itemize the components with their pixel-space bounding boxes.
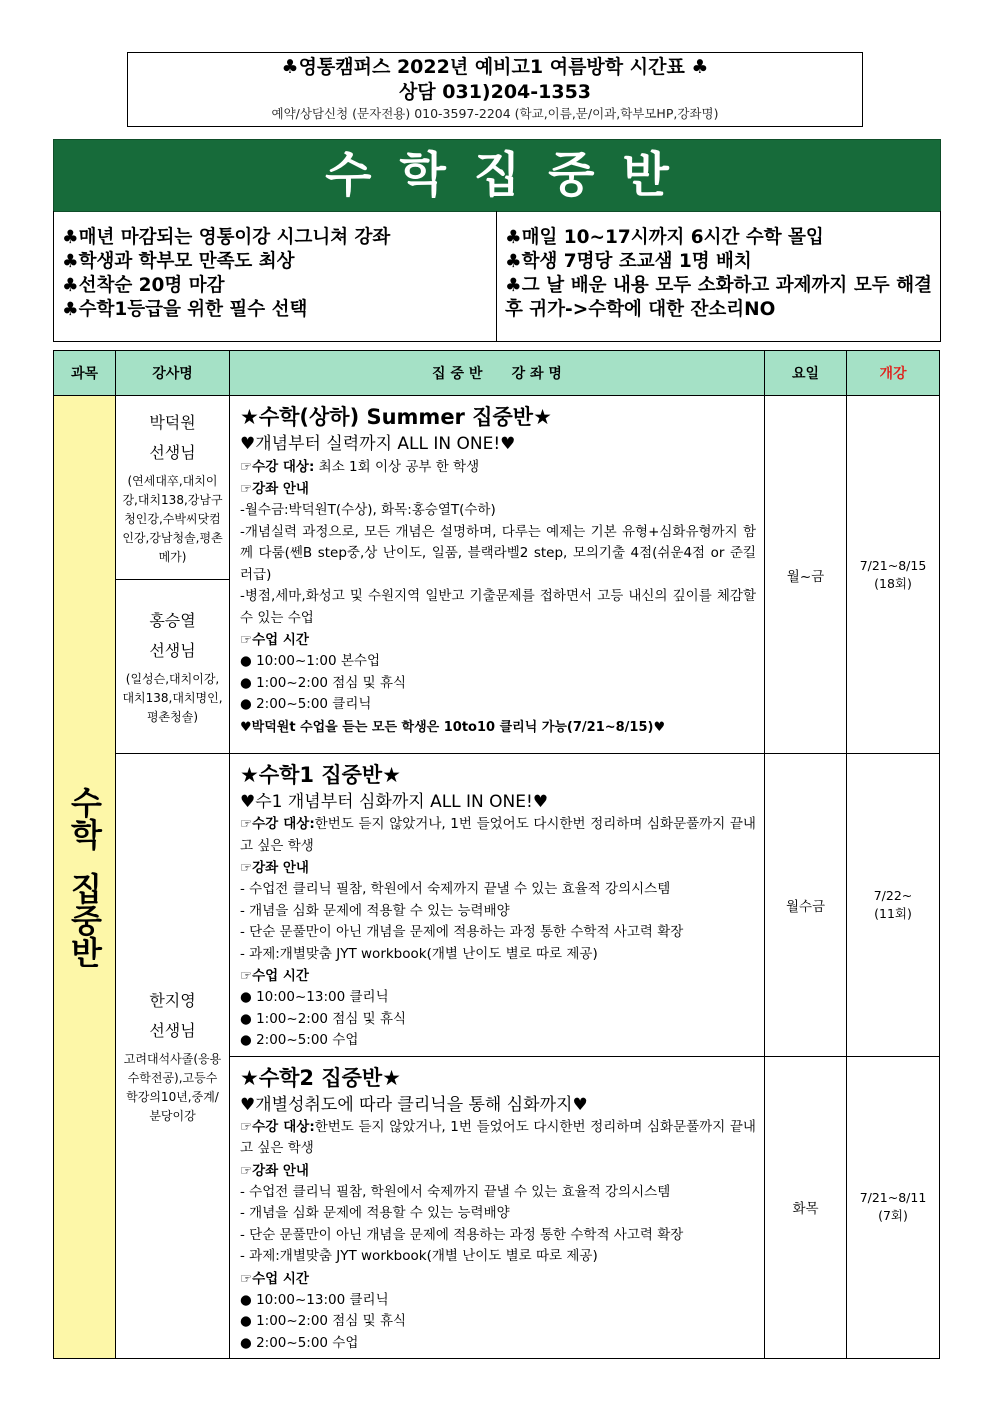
course-info-item: - 수업전 클리닉 필참, 학원에서 숙제까지 끝낼 수 있는 효율적 강의시스템 — [240, 1183, 671, 1200]
teacher-cell — [116, 396, 230, 580]
features-right — [497, 211, 940, 341]
course-time-item: ● 2:00~5:00 수업 — [240, 1032, 359, 1048]
course-slogan: ♥수1 개념부터 심화까지 ALL IN ONE!♥ — [240, 792, 549, 812]
course-info-item: - 과제:개별맞춤 JYT workbook(개별 난이도 별로 따로 제공) — [240, 1248, 598, 1264]
course-title: ★수학(상하) Summer 집중반★ — [240, 405, 552, 429]
open-count: (11회) — [874, 905, 912, 921]
subject-label-top: 수학 — [65, 786, 104, 850]
teacher-cell — [116, 754, 230, 1359]
course-note: ♥박덕원t 수업을 듣는 모든 학생은 10to10 클리닉 가능(7/21~8/15)♥ — [240, 719, 666, 735]
open-cell — [847, 1056, 940, 1359]
teacher-title: 선생님 — [149, 1021, 196, 1040]
course-slogan: ♥개별성취도에 따라 클리닉을 통해 심화까지♥ — [240, 1094, 588, 1115]
feature-item: ♣매년 마감되는 영통이강 시그니쳐 강좌 — [62, 227, 391, 248]
course-info-item: - 단순 문풀만이 아닌 개념을 문제에 적용하는 과정 통한 수학적 사고력 확장 — [240, 924, 684, 940]
course-info-item: -병점,세마,화성고 및 수원지역 일반고 기출문제를 접하면서 고등 내신의 깊이를 체감할 수 있는 수업 — [240, 588, 756, 626]
days-cell: 화목 — [765, 1056, 847, 1359]
target-text: 최소 1회 이상 공부 한 학생 — [314, 459, 480, 475]
feature-item: ♣선착순 20명 마감 — [62, 275, 225, 296]
course-time-label: ☞수업 시간 — [240, 1270, 309, 1287]
course-title: ★수학2 집중반★ — [240, 1065, 402, 1090]
teacher-cell — [116, 580, 230, 754]
feature-item: ♣학생 7명당 조교샘 1명 배치 — [505, 251, 752, 272]
open-count: (18회) — [874, 575, 912, 591]
open-date: 7/22~ — [873, 887, 913, 903]
course-title: ★수학1 집중반★ — [240, 763, 402, 787]
course-time-label: ☞수업 시간 — [240, 632, 309, 648]
open-cell — [847, 396, 940, 754]
open-cell — [847, 754, 940, 1057]
course-info-item: - 단순 문풀만이 아닌 개념을 문제에 적용하는 과정 통한 수학적 사고력 확장 — [240, 1226, 684, 1243]
course-target — [240, 456, 756, 478]
course-cell — [230, 754, 765, 1057]
teacher-credentials: (연세대卒,대치이강,대치138,강남구청인강,수박씨닷컴인강,강남청솔,평촌메가) — [122, 474, 223, 564]
teacher-title: 선생님 — [149, 641, 196, 660]
target-label: ☞수강 대상: — [240, 1118, 315, 1135]
schedule-table — [53, 350, 940, 1359]
target-label: ☞수강 대상: — [240, 816, 315, 832]
course-time-item: ● 2:00~5:00 수업 — [240, 1334, 359, 1351]
days-cell: 월~금 — [765, 396, 847, 754]
table-header-row — [54, 351, 940, 396]
header-days: 요일 — [765, 351, 847, 396]
course-time-item: ● 2:00~5:00 클리닉 — [240, 696, 372, 712]
header-box — [127, 52, 863, 127]
course-time-item: ● 10:00~1:00 본수업 — [240, 653, 381, 669]
course-time-item: ● 1:00~2:00 점심 및 휴식 — [240, 1313, 407, 1329]
course-time-label: ☞수업 시간 — [240, 968, 309, 984]
teacher-title: 선생님 — [149, 443, 196, 462]
course-target — [240, 1117, 756, 1160]
teacher-credentials: 고려대석사졸(응용수학전공),고등수학강의10년,중계/분당이강 — [123, 1052, 222, 1123]
course-time-item: ● 1:00~2:00 점심 및 휴식 — [240, 1010, 407, 1027]
teacher-name: 한지영 — [149, 991, 196, 1010]
feature-item: ♣그 날 배운 내용 모두 소화하고 과제까지 모두 해결 후 귀가->수학에 대한 잔소리NO — [505, 275, 932, 320]
course-info-item: - 개념을 심화 문제에 적용할 수 있는 능력배양 — [240, 902, 510, 919]
course-cell — [230, 1056, 765, 1359]
feature-item: ♣수학1등급을 위한 필수 선택 — [62, 299, 308, 320]
course-info-item: -개념실력 과정으로, 모든 개념은 설명하며, 다루는 예제는 기본 유형+심화유형까지 함께 다룸(쎈B step중,상 난이도, 일품, 블랙라벨2 step, 모의기출 4점(쉬운4점 or 준킬러급) — [240, 523, 756, 583]
header-note: 예약/상담신청 (문자전용) 010-3597-2204 (학교,이름,문/이과,학부모HP,강좌명) — [271, 106, 719, 121]
teacher-credentials: (일성슨,대치이강,대치138,대치명인,평촌청솔) — [122, 672, 223, 724]
header-teacher: 강사명 — [116, 351, 230, 396]
header-title: ♣영통캠퍼스 2022년 예비고1 여름방학 시간표 ♣ — [281, 56, 709, 78]
course-slogan: ♥개념부터 실력까지 ALL IN ONE!♥ — [240, 434, 516, 454]
feature-item: ♣매일 10~17시까지 6시간 수학 몰입 — [505, 227, 824, 248]
teacher-name: 홍승열 — [149, 611, 196, 630]
subject-label-bottom: 집중반 — [65, 872, 104, 968]
features-left — [54, 211, 497, 341]
table-row — [54, 396, 940, 580]
subject-cell — [54, 396, 116, 1359]
target-text: 한번도 듣지 않았거나, 1번 들었어도 다시한번 정리하며 심화문풀까지 끝내고 싶은 학생 — [240, 1118, 756, 1156]
header-course: 집 중 반 강 좌 명 — [230, 351, 765, 396]
course-cell — [230, 396, 765, 754]
course-time-item: ● 10:00~13:00 클리닉 — [240, 1291, 389, 1308]
days-cell: 월수금 — [765, 754, 847, 1057]
course-info-label: ☞강좌 안내 — [240, 860, 309, 876]
feature-item: ♣학생과 학부모 만족도 최상 — [62, 251, 295, 272]
open-date: 7/21~8/11 — [859, 1190, 927, 1206]
features-box — [53, 211, 941, 342]
course-info-label: ☞강좌 안내 — [240, 481, 309, 497]
teacher-name: 박덕원 — [149, 413, 196, 432]
header-phone: 상담 031)204-1353 — [398, 81, 592, 103]
open-count: (7회) — [878, 1208, 908, 1224]
header-subject: 과목 — [54, 351, 116, 396]
course-info-label: ☞강좌 안내 — [240, 1162, 309, 1179]
course-info-item: - 개념을 심화 문제에 적용할 수 있는 능력배양 — [240, 1205, 510, 1221]
banner-title: 수학집중반 — [53, 139, 941, 212]
course-info-item: - 과제:개별맞춤 JYT workbook(개별 난이도 별로 따로 제공) — [240, 945, 598, 962]
course-time-item: ● 1:00~2:00 점심 및 휴식 — [240, 674, 407, 691]
header-open: 개강 — [847, 351, 940, 396]
course-info-item: -월수금:박덕원T(수상), 화목:홍승열T(수하) — [240, 502, 496, 518]
course-info-item: - 수업전 클리닉 필참, 학원에서 숙제까지 끝낼 수 있는 효율적 강의시스템 — [240, 881, 671, 897]
course-time-item: ● 10:00~13:00 클리닉 — [240, 989, 389, 1005]
open-date: 7/21~8/15 — [859, 557, 927, 573]
course-target — [240, 814, 756, 857]
table-row — [54, 754, 940, 1057]
target-text: 한번도 듣지 않았거나, 1번 들었어도 다시한번 정리하며 심화문풀까지 끝내고 싶은 학생 — [240, 816, 756, 854]
target-label: ☞수강 대상: — [240, 459, 315, 475]
